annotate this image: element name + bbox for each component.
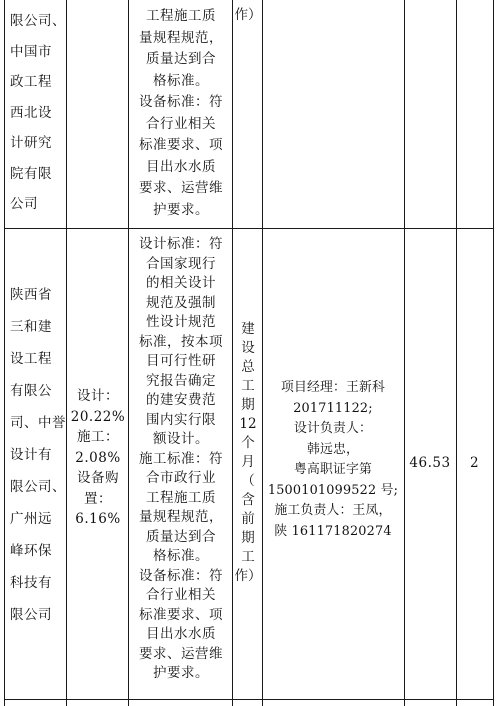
row2-rank-cell — [456, 452, 493, 475]
row2-standards-line: 的相关设计 — [146, 275, 216, 291]
row2-ratio-line: 20.22% — [70, 408, 126, 425]
row2-personnel-cell — [262, 378, 404, 542]
row2-personnel-line: 陕 161171820274 — [274, 523, 392, 539]
row1-company-line: 政工程 — [10, 74, 52, 90]
row1-company-line: 计研究 — [10, 135, 52, 151]
col-border-6 — [456, 0, 457, 706]
row-divider — [4, 228, 494, 229]
row2-standards-line: 施工标准：符 — [139, 450, 223, 467]
row2-company-line: 广州远 — [10, 511, 52, 527]
row2-company-line: 司、中誉 — [10, 415, 66, 431]
row2-period-char: 含 — [241, 492, 255, 508]
row2-period-char: （ — [241, 473, 255, 489]
row2-score-cell — [404, 452, 456, 475]
col-border-right — [493, 0, 494, 706]
row2-standards-cell — [130, 235, 232, 684]
row2-rank: 2 — [469, 455, 480, 471]
row2-company-cell — [10, 279, 68, 631]
row2-period-char: 期 — [241, 397, 255, 413]
row2-personnel-line: 1500101099522 号; — [267, 482, 399, 498]
row2-standards-line: 究报告确定 — [146, 372, 216, 389]
row2-standards-line: 的建安费范 — [146, 392, 216, 408]
row1-standards-line: 合行业相关 — [146, 115, 216, 132]
row2-period-char: 总 — [241, 359, 255, 375]
row2-company-line: 峰环保 — [10, 543, 52, 559]
row2-period-char: 设 — [241, 340, 255, 356]
row2-company-line: 限公司、 — [10, 479, 66, 495]
row2-company-line: 设工程 — [10, 351, 52, 367]
row2-period-char: 12 — [239, 416, 257, 432]
row2-ratio-line: 2.08% — [75, 449, 121, 466]
row2-personnel-line: 韩远忠， — [307, 441, 359, 457]
row1-standards-line: 目出水水质 — [146, 158, 216, 175]
row2-company-line: 有限公 — [10, 383, 52, 399]
row2-ratio-line: 6.16% — [75, 511, 121, 527]
col-border-4 — [262, 0, 263, 706]
row1-standards-line: 护要求。 — [153, 201, 209, 218]
row1-standards-line: 设备标准：符 — [139, 94, 223, 110]
row1-company-line: 公司 — [10, 196, 38, 212]
row2-score: 46.53 — [409, 455, 451, 471]
col-border-5 — [404, 0, 405, 706]
row2-period-char: 建 — [241, 321, 255, 337]
row2-standards-line: 要求、运营维 — [139, 645, 223, 662]
row1-standards-line: 质量达到合 — [146, 51, 216, 67]
row2-personnel-line: 施工负责人：王凤， — [274, 503, 392, 518]
row1-company-cell — [10, 6, 68, 220]
row1-company-line: 中国市 — [10, 43, 52, 60]
row1-standards-cell — [130, 6, 232, 221]
row2-standards-line: 护要求。 — [153, 665, 209, 681]
row2-standards-line: 设计标准：符 — [139, 236, 223, 252]
bid-evaluation-table — [4, 0, 494, 706]
col-border-left — [4, 0, 5, 706]
row2-standards-line: 质量达到合 — [146, 528, 216, 545]
row2-standards-line: 标准要求、项 — [139, 606, 223, 623]
row2-standards-line: 额设计。 — [153, 431, 209, 447]
row1-standards-line: 标准要求、项 — [139, 137, 223, 153]
row2-standards-line: 规范及强制 — [146, 294, 216, 311]
row2-standards-line: 工程施工质 — [146, 489, 216, 506]
row2-standards-line: 围内实行限 — [146, 411, 216, 428]
row2-period-cell — [234, 320, 262, 586]
row2-ratio-cell — [68, 386, 128, 530]
row1-standards-line: 量规程规范， — [139, 29, 223, 46]
row1-standards-line: 要求、运营维 — [139, 180, 223, 196]
row2-standards-line: 合国家现行 — [146, 255, 216, 272]
row2-ratio-line: 设计： — [77, 388, 119, 404]
row1-period-cell — [234, 6, 262, 25]
row2-standards-line: 标准，按本项 — [139, 333, 223, 350]
row2-period-char: 作） — [234, 568, 262, 584]
row1-company-line: 西北设 — [10, 104, 52, 121]
row2-company-line: 三和建 — [10, 319, 52, 335]
row2-standards-line: 目可行性研 — [146, 353, 216, 369]
row2-standards-line: 设备标准：符 — [139, 567, 223, 584]
row2-personnel-line: 201711122; — [293, 400, 373, 416]
row1-standards-line: 工程施工质 — [146, 8, 216, 24]
row1-company-line: 院有限 — [10, 165, 52, 182]
row2-company-line: 限公司 — [10, 607, 52, 623]
row2-period-char: 工 — [241, 549, 255, 565]
row2-standards-line: 量规程规范， — [139, 509, 223, 525]
row2-ratio-line: 施工： — [77, 429, 119, 445]
row1-company-line: 限公司、 — [10, 13, 66, 29]
row2-period-char: 工 — [241, 378, 255, 394]
row2-company-line: 科技有 — [10, 575, 52, 591]
row2-standards-line: 目出水水质 — [146, 626, 216, 642]
row2-standards-line: 性设计规范 — [146, 314, 216, 330]
row2-standards-line: 合行业相关 — [146, 587, 216, 603]
row2-personnel-line: 粤高职证字第 — [294, 462, 372, 477]
row2-personnel-line: 项目经理：王新科 — [281, 380, 385, 395]
row2-period-char: 期 — [241, 530, 255, 546]
row1-period-text: 作） — [234, 7, 262, 23]
row2-standards-line: 格标准。 — [153, 548, 209, 564]
row1-standards-line: 格标准。 — [153, 72, 209, 89]
row2-ratio-line: 置： — [84, 490, 112, 507]
row2-personnel-line: 设计负责人： — [294, 421, 372, 436]
row2-period-char: 月 — [241, 454, 255, 470]
row2-period-char: 前 — [241, 511, 255, 527]
row2-ratio-line: 设备购 — [77, 470, 119, 486]
row2-company-line: 陕西省 — [10, 287, 52, 303]
row2-standards-line: 合市政行业 — [146, 470, 216, 486]
row2-company-line: 设计有 — [10, 447, 52, 463]
row2-period-char: 个 — [241, 435, 255, 451]
